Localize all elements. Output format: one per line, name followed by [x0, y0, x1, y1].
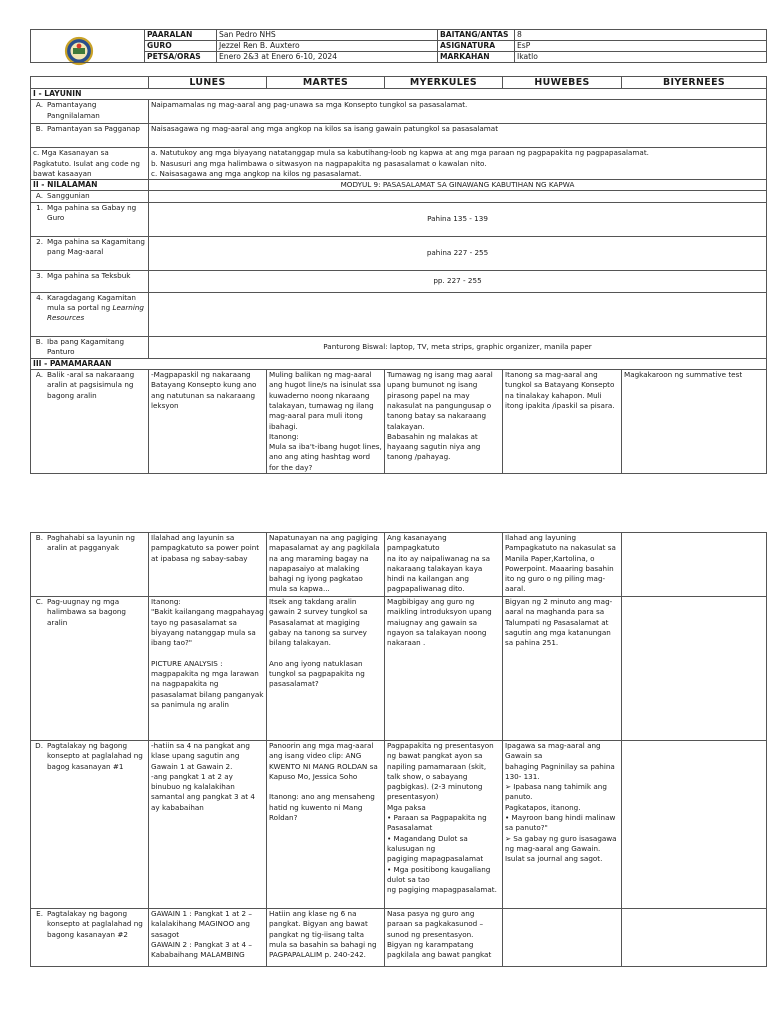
pamamaraan-row-b	[31, 533, 767, 597]
pamamaraan-e-martes: Hatiin ang klase ng 6 na pangkat. Bigyan ang bawat pangkat ng tig-iisang talta mula sa basahin sa bahagi ng PAGPAPALALIM p. 240-242.	[267, 909, 385, 967]
item-number: 2.	[36, 236, 43, 246]
petsa-label: PETSA/ORAS	[145, 52, 217, 63]
layunin-c-value-3: c. Naisasagawa ang mga angkop na kilos ng pasasalamat.	[151, 168, 362, 178]
pamamaraan-d-huwebes: Ipagawa sa mag-aaral ang Gawain sa bahaging Pagninilay sa pahina 130- 131. ➢ Ipabasa nang tahimik ang panuto. Pagkatapos, itanong. • Mayroon bang hindi malinaw sa panuto?" ➢ Sa gabay ng guro isasagawa ng mag-aaral ang Gawain. Isulat sa journal ang sagot.	[503, 741, 622, 909]
pamamaraan-a-huwebes: Itanong sa mag-aaral ang tungkol sa Batayang Konsepto na tinalakay kahapon. Muli itong ipakita /ipaskil sa pisara.	[503, 370, 622, 474]
item-number: D.	[35, 741, 43, 750]
pamamaraan-d-martes: Panoorin ang mga mag-aaral ang isang video clip: ANG KWENTO NI MANG ROLDAN sa Kapuso Mo, Jessica Soho Itanong: ano ang mensaheng hatid ng kuwento ni Mang Roldan?	[267, 741, 385, 909]
pamamaraan-a-biyernes: Magkakaroon ng summative test	[622, 370, 767, 474]
item-number: B.	[35, 336, 43, 346]
ref-gabay-label: Mga pahina sa Gabay ng Guro	[47, 202, 137, 223]
pamamaraan-e-lunes: GAWAIN 1 : Pangkat 1 at 2 – kalalakihang MAGINOO ang sasagot GAWAIN 2 : Pangkat 3 at 4 – Kababaihang MALAMBING	[149, 909, 267, 967]
lesson-plan-table	[30, 76, 767, 474]
pamamaraan-c-label: Pag-uugnay ng mga halimbawa sa bagong aralin	[47, 597, 126, 627]
pamamaraan-b-martes: Napatunayan na ang pagiging mapasalamat ay ang pagkilala na ang maraming bagay na napapasaiyo at malaking bahagi ng iyong pagkatao mula sa kapwa...	[267, 533, 385, 597]
ref-teksbuk-label: Mga pahina sa Teksbuk	[47, 270, 131, 280]
item-number: 3.	[36, 270, 43, 280]
day-huwebes: HUWEBES	[503, 77, 622, 89]
petsa-value: Enero 2&3 at Enero 6-10, 2024	[217, 52, 438, 63]
item-number: C.	[35, 597, 43, 606]
ref-teksbuk-value: pp. 227 - 255	[149, 270, 767, 292]
pamamaraan-d-lunes: -hatiin sa 4 na pangkat ang klase upang sagutin ang Gawain 1 at Gawain 2. -ang pangkat 1 at 2 ay binubuo ng kalalakihan samantal ang pangkat 3 at 4 ay kababaihan	[149, 741, 267, 909]
iba-pang-kagamitan-value: Panturong Biswal: laptop, TV, meta strips, graphic organizer, manila paper	[149, 336, 767, 358]
day-biyernes: BIYERNEES	[622, 77, 767, 89]
pamamaraan-d-myerkules: Pagpapakita ng presentasyon ng bawat pangkat ayon sa napiling pamamaraan (skit, talk show, o sabayang pagbigkas). (2-3 minutong presentasyon) Mga paksa • Paraan sa Pagpapakita ng Pasasalamat • Magandang Dulot sa kalusugan ng pagiging mapagpasalamat • Mga positibong kaugaliang dulot sa tao ng pagiging mapagpasalamat.	[385, 741, 503, 909]
ref-kagamitan-value: pahina 227 - 255	[149, 236, 767, 270]
days-header-row	[31, 77, 767, 89]
pamamaraan-c-martes: Itsek ang takdang aralin gawain 2 survey tungkol sa Pasasalamat at magiging gabay na tanong sa survey bilang talakayan. Ano ang iyong natuklasan tungkol sa pagpapakita ng pasasalamat?	[267, 597, 385, 741]
pamamaraan-a-myerkules: Tumawag ng isang mag aaral upang bumunot ng isang pirasong papel na may nakasulat na pangungusap o tanong batay sa nakaraang talakayan. Babasahin ng malakas at hayaang sagutin niya ang tanong /pahayag.	[385, 370, 503, 474]
pamamaraan-row-a	[31, 370, 767, 474]
lesson-plan-table-continued	[30, 532, 767, 967]
pamamaraan-e-label: Pagtalakay ng bagong konsepto at paglalahad ng bagong kasanayan #2	[47, 909, 143, 939]
guro-value: Jezzel Ren B. Auxtero	[217, 41, 438, 52]
logo-cell	[31, 30, 145, 63]
layunin-b-value: Naisasagawa ng mag-aaral ang mga angkop na kilos sa isang gawain patungkol sa pasasalamat	[149, 124, 767, 148]
ref-gabay-value: Pahina 135 - 139	[149, 202, 767, 236]
layunin-c-value-1: a. Natutukoy ang mga biyayang natatanggap mula sa kabutihang-loob ng kapwa at ang mga paraan ng pagpapakita ng pagpapasalamat.	[151, 148, 649, 158]
iba-pang-kagamitan-label: Iba pang Kagamitang Panturo	[47, 336, 125, 357]
section-layunin: I - LAYUNIN	[31, 89, 767, 100]
layunin-a-label: Pamantayang Pangnilalaman	[47, 100, 100, 120]
item-number: A.	[35, 191, 43, 201]
layunin-c-label: c. Mga Kasanayan sa Pagkatuto. Isulat ang code ng bawat kasaayan	[31, 148, 149, 180]
pamamaraan-row-c	[31, 597, 767, 741]
day-myerkules: MYERKULES	[385, 77, 503, 89]
item-number: B.	[35, 533, 43, 542]
header-table	[30, 29, 767, 63]
day-lunes: LUNES	[149, 77, 267, 89]
markahan-label: MARKAHAN	[438, 52, 515, 63]
item-number: 1.	[36, 202, 43, 212]
layunin-a-value: Naipamamalas ng mag-aaral ang pag-unawa sa mga Konsepto tungkol sa pasasalamat.	[149, 100, 767, 124]
pamamaraan-b-label: Paghahabi sa layunin ng aralin at pagganyak	[47, 533, 135, 553]
ref-kagamitan-label: Mga pahina sa Kagamitang pang Mag-aaral	[47, 236, 145, 257]
layunin-c-value-2: b. Nasusuri ang mga halimbawa o sitwasyon na nagpapakita ng pasasalamat o kawalan nito.	[151, 158, 487, 168]
pamamaraan-a-label: Balik -aral sa nakaraang aralin at pagsisimula ng bagong aralin	[47, 370, 135, 400]
pamamaraan-b-huwebes: Ilahad ang layuning Pampagkatuto na nakasulat sa Manila Paper,Kartolina, o Powerpoint. Maaaring basahin ito ng guro o ng piling mag-aaral.	[503, 533, 622, 597]
item-number: A.	[35, 370, 43, 380]
pamamaraan-b-lunes: Ilalahad ang layunin sa pampagkatuto sa power point at ipabasa ng sabay-sabay	[149, 533, 267, 597]
paaralan-value: San Pedro NHS	[217, 30, 438, 41]
pamamaraan-row-e	[31, 909, 767, 967]
modyul-title: MODYUL 9: PASASALAMAT SA GINAWANG KABUTIHAN NG KAPWA	[149, 180, 767, 191]
asignatura-value: EsP	[515, 41, 767, 52]
asignatura-label: ASIGNATURA	[438, 41, 515, 52]
day-martes: MARTES	[267, 77, 385, 89]
markahan-value: Ikatlo	[515, 52, 767, 63]
baitang-label: BAITANG/ANTAS	[438, 30, 515, 41]
pamamaraan-e-myerkules: Nasa pasya ng guro ang paraan sa pagkakasunod –sunod ng presentasyon. Bigyan ng karampatang pagkilala ang bawat pangkat	[385, 909, 503, 967]
guro-label: GURO	[145, 41, 217, 52]
item-number: 4.	[36, 292, 43, 302]
item-number: B.	[35, 124, 43, 134]
pamamaraan-a-lunes: -Magpapaskil ng nakaraang Batayang Konsepto kung ano ang natutunan sa nakaraang leksyon	[149, 370, 267, 474]
section-pamamaraan: III - PAMAMARAAN	[31, 358, 767, 369]
item-number: E.	[36, 909, 43, 918]
paaralan-label: PAARALAN	[145, 30, 217, 41]
layunin-b-label: Pamantayan sa Pagganap	[47, 124, 140, 134]
pamamaraan-row-d	[31, 741, 767, 909]
pamamaraan-a-martes: Muling balikan ng mag-aaral ang hugot line/s na isinulat ssa kuwaderno noong nkaraang talakayan, tumawag ng ilang mag-aaral para muli itong ibahagi. Itanong: Mula sa iba't-ibang hugot lines, ano ang ating hashtag word for the day?	[267, 370, 385, 474]
section-nilalaman: II - NILALAMAN	[31, 180, 149, 191]
ref-portal-label: Karagdagang Kagamitan mula sa portal ng Learning Resources	[47, 292, 144, 323]
baitang-value: 8	[515, 30, 767, 41]
item-number: A.	[35, 100, 43, 110]
pamamaraan-b-myerkules: Ang kasanayang pampagkatuto na ito ay naipaliwanag na sa nakaraang talakayan kaya hindi na kailangan ang pagpapaliwanag dito.	[385, 533, 503, 597]
sanggunian-label: Sanggunian	[47, 191, 90, 201]
pamamaraan-c-huwebes: Bigyan ng 2 minuto ang mag-aaral na maghanda para sa Talumpati ng Pasasalamat at sagutin ang mga katanungan sa pahina 251.	[503, 597, 622, 741]
pamamaraan-d-label: Pagtalakay ng bagong konsepto at paglalahad ng bagog kasanayan #1	[47, 741, 143, 771]
pamamaraan-c-lunes: Itanong: "Bakit kailangang magpahayag tayo ng pasasalamat sa biyayang natanggap mula sa ibang tao?" PICTURE ANALYSIS : magpapakita ng mga larawan na nagpapakita ng pasasalamat bilang panganyak sa panimula ng aralin	[149, 597, 267, 741]
pamamaraan-c-myerkules: Magbibigay ang guro ng maikling introduksyon upang maiugnay ang gawain sa ngayon sa talakayan noong nakaraan .	[385, 597, 503, 741]
